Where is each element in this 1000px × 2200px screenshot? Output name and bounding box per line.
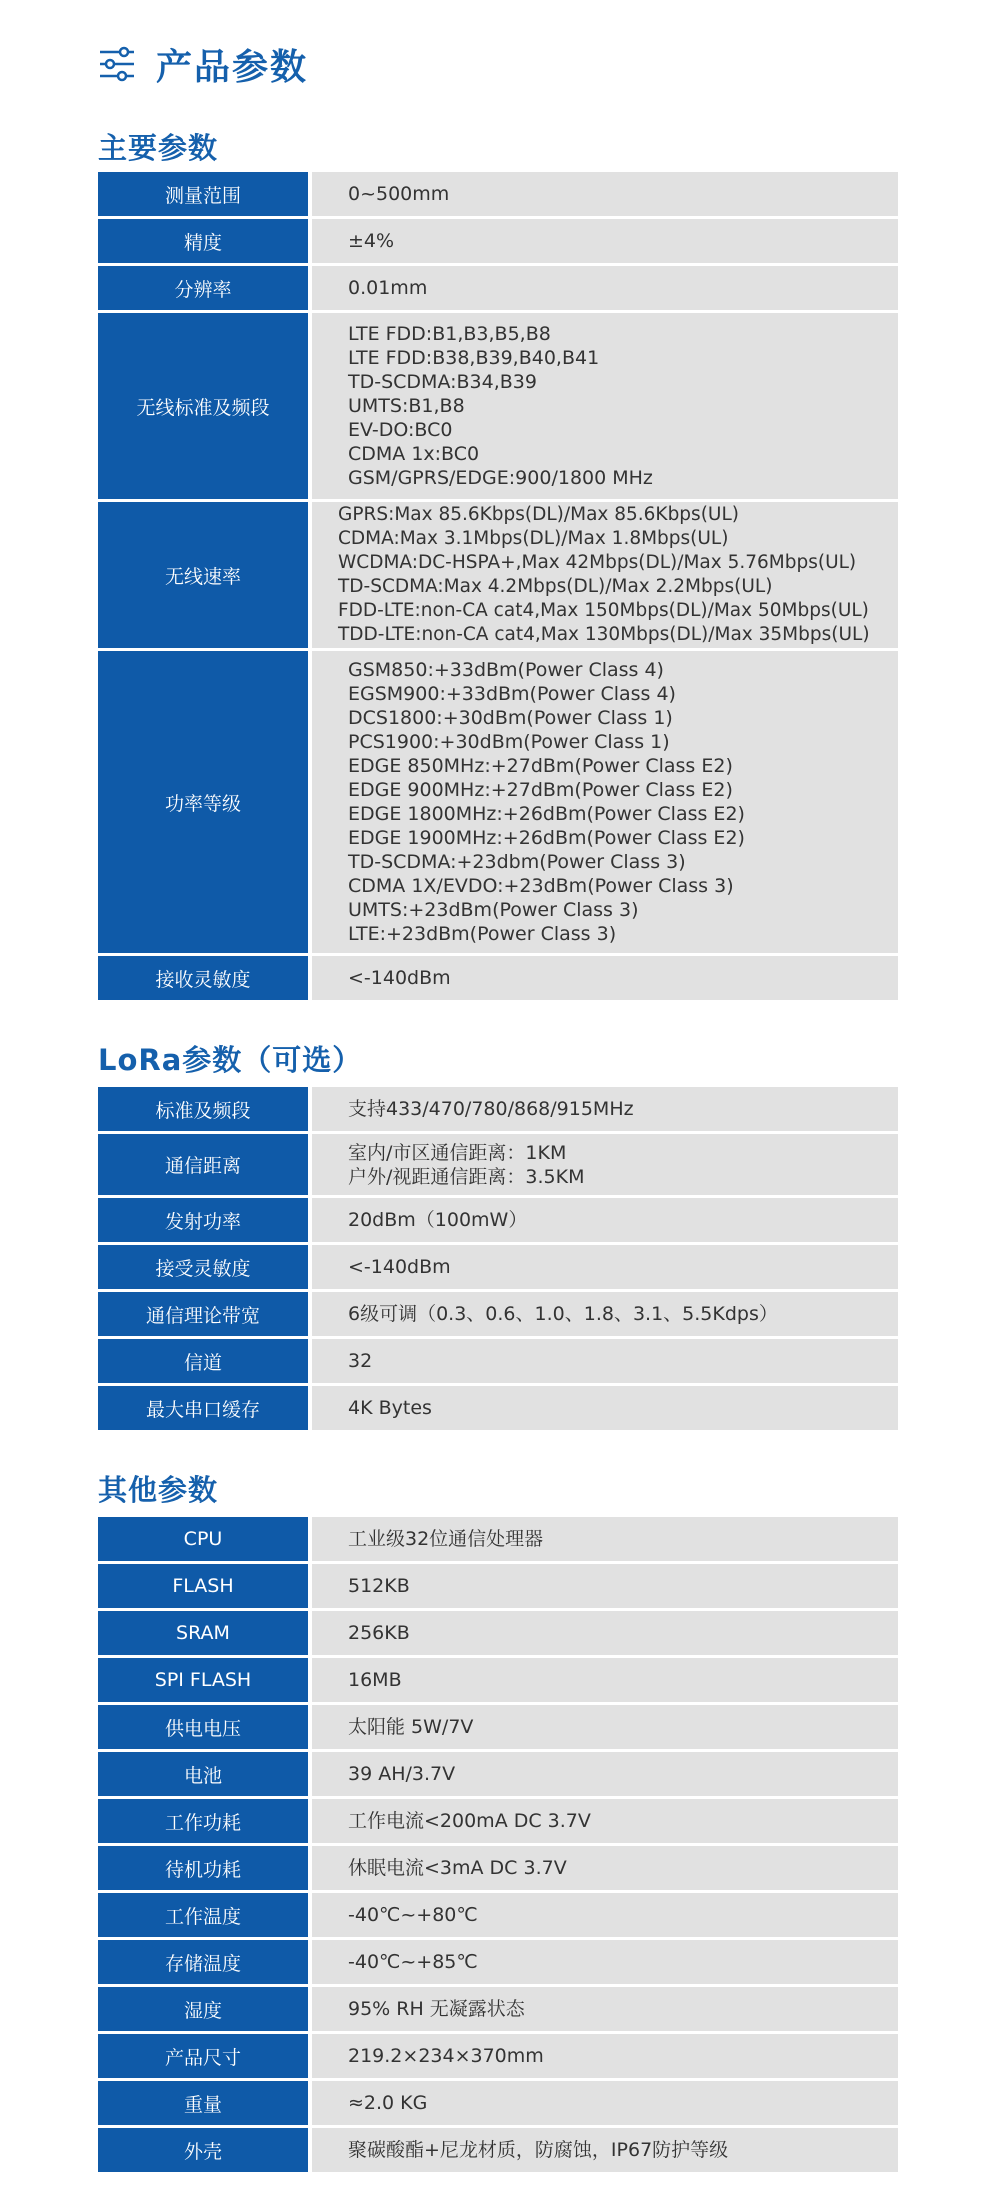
param-label: 接受灵敏度 xyxy=(98,1245,308,1289)
param-value-line: -40℃~+85℃ xyxy=(348,1951,478,1973)
page-title: 产品参数 xyxy=(156,46,309,88)
param-value-line: EV-DO:BC0 xyxy=(348,419,453,441)
lora-params-table xyxy=(98,1084,898,1433)
param-value-line: LTE FDD:B38,B39,B40,B41 xyxy=(348,347,600,369)
param-label: 标准及频段 xyxy=(98,1087,308,1131)
param-value-line: TD-SCDMA:B34,B39 xyxy=(348,371,537,393)
param-value-line: ±4% xyxy=(348,230,395,252)
param-label: 发射功率 xyxy=(98,1198,308,1242)
param-label: 外壳 xyxy=(98,2128,308,2172)
param-value-line: 聚碳酸酯+尼龙材质，防腐蚀，IP67防护等级 xyxy=(348,2139,729,2161)
param-value xyxy=(312,219,898,263)
param-value xyxy=(312,1705,898,1749)
param-value-line: 95% RH 无凝露状态 xyxy=(348,1998,525,2020)
param-value-line: EGSM900:+33dBm(Power Class 4) xyxy=(348,683,676,705)
table-row xyxy=(98,1752,898,1796)
param-value-line: 休眠电流<3mA DC 3.7V xyxy=(348,1857,567,1879)
param-value-line: 工业级32位通信处理器 xyxy=(348,1528,544,1550)
param-value xyxy=(312,172,898,216)
param-value xyxy=(312,1564,898,1608)
param-label: 接收灵敏度 xyxy=(98,956,308,1000)
table-row xyxy=(98,502,898,648)
param-value-line: CDMA:Max 3.1Mbps(DL)/Max 1.8Mbps(UL) xyxy=(338,528,729,549)
table-row xyxy=(98,1799,898,1843)
param-value-line: -40℃~+80℃ xyxy=(348,1904,478,1926)
param-label: 最大串口缓存 xyxy=(98,1386,308,1430)
param-value-line: 6级可调（0.3、0.6、1.0、1.8、3.1、5.5Kdps） xyxy=(348,1303,778,1325)
param-value xyxy=(312,502,898,648)
param-value-line: GPRS:Max 85.6Kbps(DL)/Max 85.6Kbps(UL) xyxy=(338,504,739,525)
param-value-line: DCS1800:+30dBm(Power Class 1) xyxy=(348,707,673,729)
param-value-line: TDD-LTE:non-CA cat4,Max 130Mbps(DL)/Max 35Mbps(UL) xyxy=(338,624,870,645)
param-label: 通信理论带宽 xyxy=(98,1292,308,1336)
param-value-line: CDMA 1X/EVDO:+23dBm(Power Class 3) xyxy=(348,875,734,897)
param-label: 精度 xyxy=(98,219,308,263)
param-value xyxy=(312,1517,898,1561)
param-value-line: 256KB xyxy=(348,1622,410,1644)
table-row xyxy=(98,1245,898,1289)
param-label: SPI FLASH xyxy=(98,1658,308,1702)
param-value-line: EDGE 900MHz:+27dBm(Power Class E2) xyxy=(348,779,733,801)
other-params-table xyxy=(98,1514,898,2175)
section-title-lora: LoRa参数（可选） xyxy=(98,1043,363,1077)
table-row xyxy=(98,1705,898,1749)
param-value-line: UMTS:+23dBm(Power Class 3) xyxy=(348,899,639,921)
table-row xyxy=(98,1564,898,1608)
param-value xyxy=(312,1940,898,1984)
table-row xyxy=(98,1339,898,1383)
table-row xyxy=(98,1940,898,1984)
param-value xyxy=(312,2081,898,2125)
param-value-line: FDD-LTE:non-CA cat4,Max 150Mbps(DL)/Max 50Mbps(UL) xyxy=(338,600,869,621)
table-row xyxy=(98,2081,898,2125)
param-value-line: 户外/视距通信距离：3.5KM xyxy=(348,1165,585,1188)
param-label: 工作温度 xyxy=(98,1893,308,1937)
table-row xyxy=(98,1087,898,1131)
param-value-line: 20dBm（100mW） xyxy=(348,1209,528,1231)
table-row xyxy=(98,313,898,499)
param-value-line: <-140dBm xyxy=(348,1256,451,1278)
param-value xyxy=(312,1893,898,1937)
param-value xyxy=(312,2034,898,2078)
param-label: SRAM xyxy=(98,1611,308,1655)
param-value-line: 4K Bytes xyxy=(348,1397,432,1419)
table-row xyxy=(98,1658,898,1702)
param-value-line: 32 xyxy=(348,1350,373,1372)
param-value xyxy=(312,1386,898,1430)
table-row xyxy=(98,1517,898,1561)
table-row xyxy=(98,219,898,263)
param-value-line: LTE:+23dBm(Power Class 3) xyxy=(348,923,617,945)
param-value xyxy=(312,1339,898,1383)
param-label: 无线标准及频段 xyxy=(98,313,308,499)
param-value-line: CDMA 1x:BC0 xyxy=(348,443,480,465)
table-row xyxy=(98,1987,898,2031)
param-value xyxy=(312,1846,898,1890)
param-value xyxy=(312,1611,898,1655)
param-value-line: 工作电流<200mA DC 3.7V xyxy=(348,1810,591,1832)
param-label: 存储温度 xyxy=(98,1940,308,1984)
param-label: 测量范围 xyxy=(98,172,308,216)
param-label: 电池 xyxy=(98,1752,308,1796)
param-value-line: ≈2.0 KG xyxy=(348,2092,428,2114)
param-value-line: TD-SCDMA:Max 4.2Mbps(DL)/Max 2.2Mbps(UL) xyxy=(338,576,773,597)
param-value xyxy=(312,956,898,1000)
param-label: 无线速率 xyxy=(98,502,308,648)
param-value xyxy=(312,1292,898,1336)
table-row xyxy=(98,2128,898,2172)
param-value xyxy=(312,2128,898,2172)
param-value-line: EDGE 1900MHz:+26dBm(Power Class E2) xyxy=(348,827,745,849)
param-value-line: GSM/GPRS/EDGE:900/1800 MHz xyxy=(348,467,653,489)
param-value xyxy=(312,1245,898,1289)
param-value xyxy=(312,1987,898,2031)
param-label: 工作功耗 xyxy=(98,1799,308,1843)
table-row xyxy=(98,1611,898,1655)
section-title-other: 其他参数 xyxy=(98,1473,219,1507)
param-label: 功率等级 xyxy=(98,651,308,953)
param-value xyxy=(312,1752,898,1796)
param-value-line: <-140dBm xyxy=(348,967,451,989)
param-value-line: 39 AH/3.7V xyxy=(348,1763,456,1785)
param-value xyxy=(312,651,898,953)
section-title-main: 主要参数 xyxy=(98,131,219,165)
param-label: 供电电压 xyxy=(98,1705,308,1749)
param-label: 待机功耗 xyxy=(98,1846,308,1890)
param-value-line: 室内/市区通信距离：1KM xyxy=(348,1141,567,1164)
param-value-line: TD-SCDMA:+23dbm(Power Class 3) xyxy=(348,851,686,873)
param-value-line: 512KB xyxy=(348,1575,410,1597)
param-value-line: LTE FDD:B1,B3,B5,B8 xyxy=(348,323,551,345)
table-row xyxy=(98,651,898,953)
param-value-line: 太阳能 5W/7V xyxy=(348,1716,474,1738)
table-row xyxy=(98,1292,898,1336)
table-row xyxy=(98,1846,898,1890)
param-label: 产品尺寸 xyxy=(98,2034,308,2078)
param-value-line: 16MB xyxy=(348,1669,402,1691)
page-header xyxy=(98,40,308,88)
param-value-line: UMTS:B1,B8 xyxy=(348,395,465,417)
param-value-line: PCS1900:+30dBm(Power Class 1) xyxy=(348,731,670,753)
param-value-line: 219.2×234×370mm xyxy=(348,2045,544,2067)
param-label: 分辨率 xyxy=(98,266,308,310)
table-row xyxy=(98,1134,898,1195)
table-row xyxy=(98,172,898,216)
param-value-line: GSM850:+33dBm(Power Class 4) xyxy=(348,659,664,681)
table-row xyxy=(98,1386,898,1430)
param-label: 重量 xyxy=(98,2081,308,2125)
param-label: 通信距离 xyxy=(98,1134,308,1195)
param-label: 湿度 xyxy=(98,1987,308,2031)
param-value-line: WCDMA:DC-HSPA+,Max 42Mbps(DL)/Max 5.76Mbps(UL) xyxy=(338,552,857,573)
table-row xyxy=(98,1893,898,1937)
param-value-line: EDGE 850MHz:+27dBm(Power Class E2) xyxy=(348,755,733,777)
param-value-line: 0.01mm xyxy=(348,277,428,299)
table-row xyxy=(98,266,898,310)
param-value xyxy=(312,1134,898,1195)
param-label: CPU xyxy=(98,1517,308,1561)
param-value xyxy=(312,1799,898,1843)
param-value xyxy=(312,266,898,310)
param-value xyxy=(312,1087,898,1131)
param-value xyxy=(312,1658,898,1702)
param-value xyxy=(312,1198,898,1242)
param-value-line: 支持433/470/780/868/915MHz xyxy=(348,1098,634,1120)
sliders-icon xyxy=(98,44,136,84)
param-value xyxy=(312,313,898,499)
table-row xyxy=(98,2034,898,2078)
param-value-line: 0~500mm xyxy=(348,183,450,205)
main-params-table xyxy=(98,169,898,1003)
table-row xyxy=(98,1198,898,1242)
param-label: 信道 xyxy=(98,1339,308,1383)
param-label: FLASH xyxy=(98,1564,308,1608)
param-value-line: EDGE 1800MHz:+26dBm(Power Class E2) xyxy=(348,803,745,825)
table-row xyxy=(98,956,898,1000)
